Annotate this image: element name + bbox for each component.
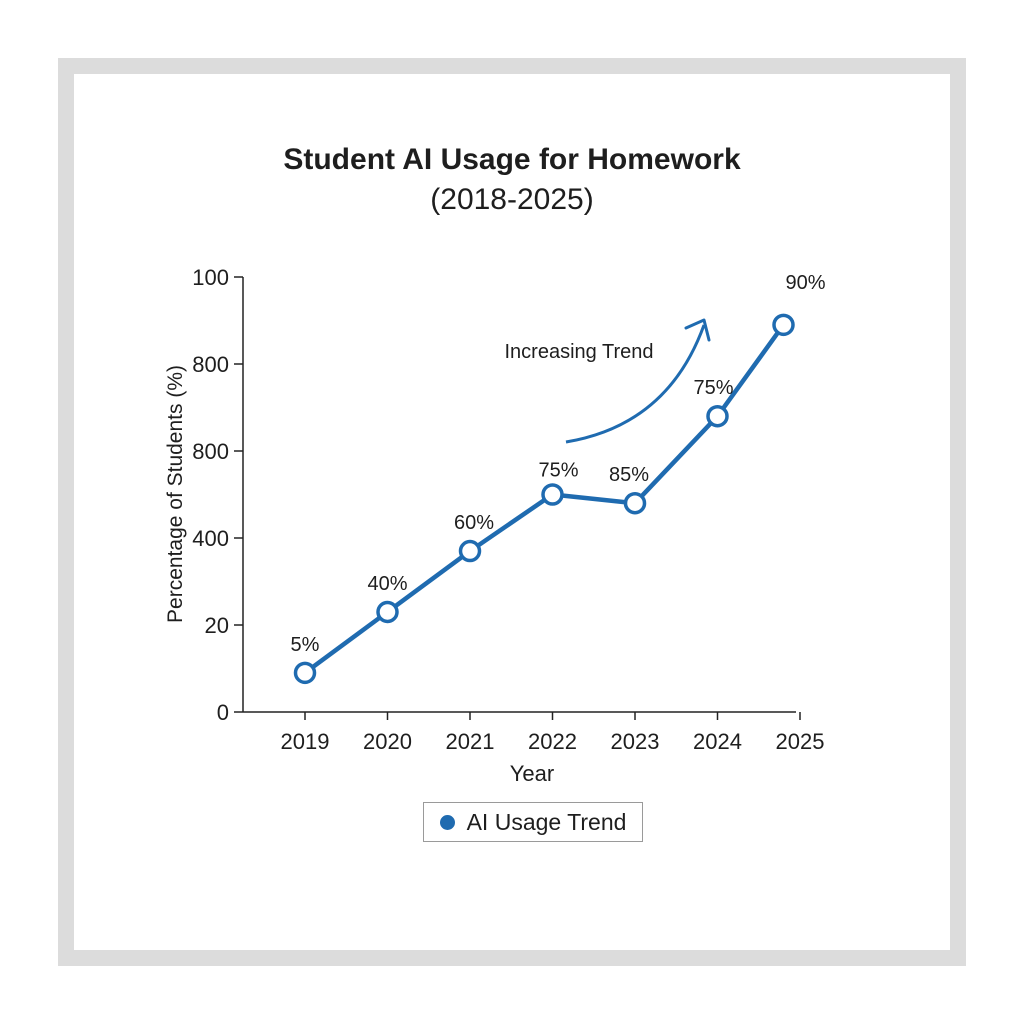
legend-swatch xyxy=(440,815,455,830)
chart-subtitle: (2018-2025) xyxy=(430,183,594,216)
annotation-label: Increasing Trend xyxy=(504,341,654,363)
y-tick-label: 0 xyxy=(216,700,229,725)
data-label: 85% xyxy=(608,464,650,487)
y-tick-label: 800 xyxy=(192,352,229,377)
data-label: 90% xyxy=(785,271,826,294)
x-tick-label: 2022 xyxy=(528,729,577,754)
y-tick-label: 100 xyxy=(192,265,229,290)
data-point xyxy=(774,315,793,334)
y-axis-label: Percentage of Students (%) xyxy=(164,365,187,623)
data-point xyxy=(378,602,397,621)
data-point xyxy=(296,663,315,682)
data-label: 75% xyxy=(538,459,579,482)
x-tick-label: 2020 xyxy=(363,729,412,754)
x-tick-label: 2019 xyxy=(280,729,330,754)
legend-label: AI Usage Trend xyxy=(466,808,627,835)
x-tick-label: 2021 xyxy=(445,729,495,754)
data-point xyxy=(626,494,645,513)
data-label: 75% xyxy=(693,377,734,400)
x-axis-label: Year xyxy=(509,761,555,786)
data-label: 40% xyxy=(367,572,408,595)
y-tick-label: 400 xyxy=(192,526,229,551)
y-tick-label: 20 xyxy=(204,613,229,638)
data-label: 5% xyxy=(290,633,320,656)
data-point xyxy=(461,542,480,561)
x-tick-label: 2024 xyxy=(693,729,742,754)
annotation-arrowhead xyxy=(686,320,709,340)
data-point xyxy=(708,407,727,426)
y-tick-label: 800 xyxy=(192,439,229,464)
legend xyxy=(423,802,643,842)
data-label: 60% xyxy=(453,512,495,535)
x-tick-label: 2025 xyxy=(775,729,825,754)
data-point xyxy=(543,485,562,504)
x-tick-label: 2023 xyxy=(610,729,660,754)
chart-title-text: Student AI Usage for Homework xyxy=(283,143,741,176)
